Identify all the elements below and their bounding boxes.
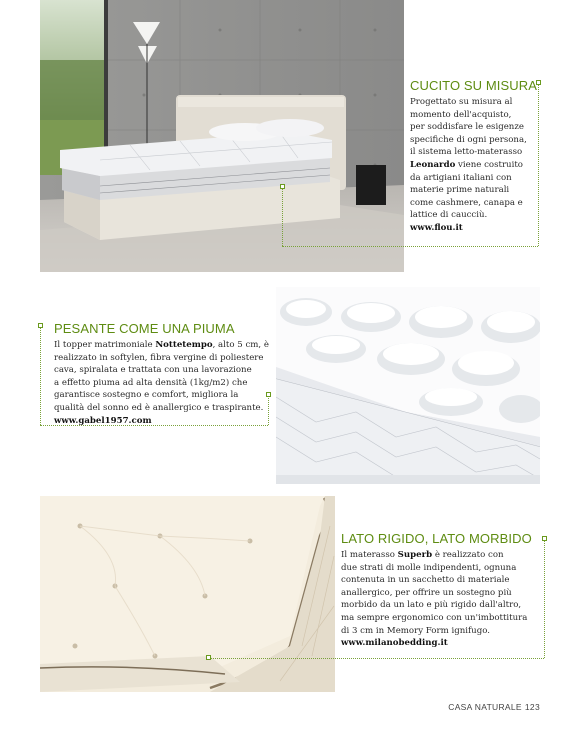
- body-line: Progettato su misura al: [410, 97, 513, 107]
- product-name: Nottetempo: [155, 340, 213, 350]
- article-body: [54, 339, 270, 427]
- callout-line: [282, 188, 283, 246]
- bed-photo: [40, 0, 404, 272]
- body-line: contenuta in un sacchetto di materiale: [341, 575, 510, 586]
- body-line: garantisce sostegno e comfort, migliora la: [54, 390, 239, 401]
- body-line: [410, 159, 540, 172]
- callout-marker: [542, 536, 547, 541]
- body-line: da artigiani italiani con: [410, 172, 512, 183]
- callout-line: [40, 327, 41, 425]
- website-link[interactable]: www.flou.it: [410, 222, 463, 233]
- article-heading: CUCITO SU MISURA: [410, 78, 538, 93]
- article-body: [341, 549, 537, 650]
- body-fragment: Il topper matrimoniale: [54, 340, 156, 350]
- website-link[interactable]: www.gabel1957.com: [54, 415, 152, 426]
- article-cucito-su-misura: [410, 78, 540, 235]
- body-line: come cashmere, canapa e: [410, 197, 523, 208]
- body-line: realizzato in softylen, fibra vergine di poliestere: [54, 352, 264, 363]
- page-number: 123: [524, 702, 540, 712]
- body-line: specifiche di ogni persona,: [410, 134, 527, 145]
- body-line: di 3 cm in Memory Form ignifugo.: [341, 625, 490, 636]
- body-line: momento dell'acquisto,: [410, 109, 512, 120]
- body-fragment: è realizzato con: [432, 550, 504, 560]
- body-line: anallergico, per offrire un sostegno più: [341, 587, 512, 598]
- magazine-name: CASA NATURALE: [448, 702, 522, 712]
- callout-line: [282, 246, 538, 247]
- article-lato-rigido-lato-morbido: [341, 531, 537, 650]
- product-name: Leonardo: [410, 159, 456, 170]
- article-heading: PESANTE COME UNA PIUMA: [54, 321, 235, 336]
- body-line: a effetto piuma ad alta densità (1kg/m2) che: [54, 377, 248, 388]
- body-fragment: , alto 5 cm, è: [212, 340, 269, 350]
- body-line: per soddisfare le esigenze: [410, 122, 524, 133]
- body-line: lattice di caucciù.: [410, 210, 488, 221]
- article-pesante-come-una-piuma: [54, 321, 270, 427]
- website-link[interactable]: www.milanobedding.it: [341, 638, 448, 649]
- topper-photo: [276, 287, 540, 484]
- body-line: materie prime naturali: [410, 185, 510, 196]
- article-heading: LATO RIGIDO, LATO MORBIDO: [341, 531, 532, 546]
- callout-line: [210, 658, 544, 659]
- body-line: qualità del sonno ed è anallergico e traspirante.: [54, 402, 264, 413]
- body-line: morbido da un lato e più rigido dall'altro,: [341, 600, 522, 611]
- body-line: ma sempre ergonomico con un'imbottitura: [341, 612, 528, 623]
- callout-marker: [280, 184, 285, 189]
- mattress-photo: [40, 496, 335, 692]
- page-footer: [448, 702, 540, 712]
- article-body: [410, 96, 540, 235]
- callout-line: [544, 540, 545, 658]
- callout-marker: [206, 655, 211, 660]
- body-fragment: Il materasso: [341, 550, 398, 560]
- body-line: cava, spiralata e trattata con una lavorazione: [54, 365, 252, 376]
- product-name: Superb: [397, 550, 433, 560]
- body-fragment: viene costruito: [455, 159, 523, 170]
- body-line: [341, 549, 537, 562]
- callout-marker: [38, 323, 43, 328]
- body-line: due strati di molle indipendenti, ognuna: [341, 562, 517, 573]
- body-line: il sistema letto-materasso: [410, 147, 523, 158]
- body-line: [54, 339, 270, 352]
